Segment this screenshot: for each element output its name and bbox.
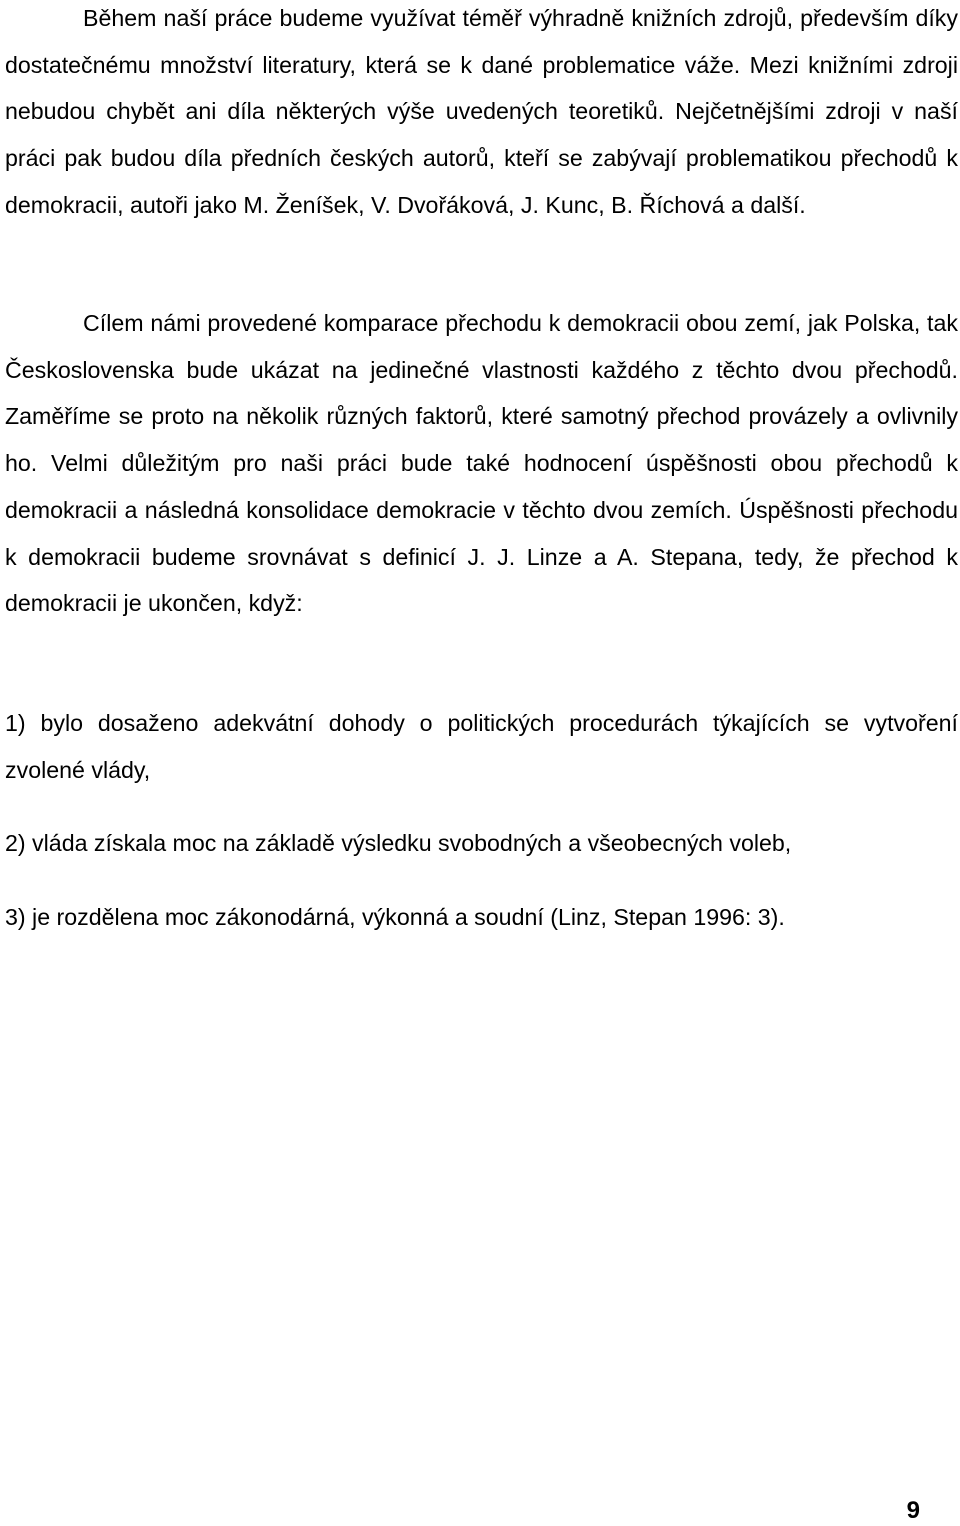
page-number: 9 xyxy=(906,1497,920,1524)
list-item: 2) vláda získala moc na základě výsledku svobodných a všeobecných voleb, xyxy=(5,830,792,856)
list-item: 1) bylo dosaženo adekvátní dohody o politických procedurách týkajících se vytvoření zvolené vlády, xyxy=(5,710,958,783)
list-item: 3) je rozdělena moc zákonodárná, výkonná a soudní (Linz, Stepan 1996: 3). xyxy=(5,904,785,930)
paragraph-sources: Během naší práce budeme využívat téměř výhradně knižních zdrojů, především díky dostatečnému množství literatury, která se k dané problematice váže. Mezi knižními zdroji nebudou chybět ani díla některých výše uvedených teoretiků. Nejčetnějšími zdroji v naší práci pak budou díla předních českých autorů, kteří se zabývají problematikou přechodů k demokracii, autoři jako M. Ženíšek, V. Dvořáková, J. Kunc, B. Říchová a další. xyxy=(5,5,958,218)
paragraph-comparison-goal: Cílem námi provedené komparace přechodu k demokracii obou zemí, jak Polska, tak Československa bude ukázat na jedinečné vlastnosti každého z těchto dvou přechodů. Zaměříme se proto na několik různých faktorů, které samotný přechod provázely a ovlivnily ho. Velmi důležitým pro naši práci bude také hodnocení úspěšnosti obou přechodů k demokracii a následná konsolidace demokracie v těchto dvou zemích. Úspěšnosti přechodu k demokracii budeme srovnávat s definicí J. J. Linze a A. Stepana, tedy, že přechod k demokracii je ukončen, když: xyxy=(5,310,958,617)
